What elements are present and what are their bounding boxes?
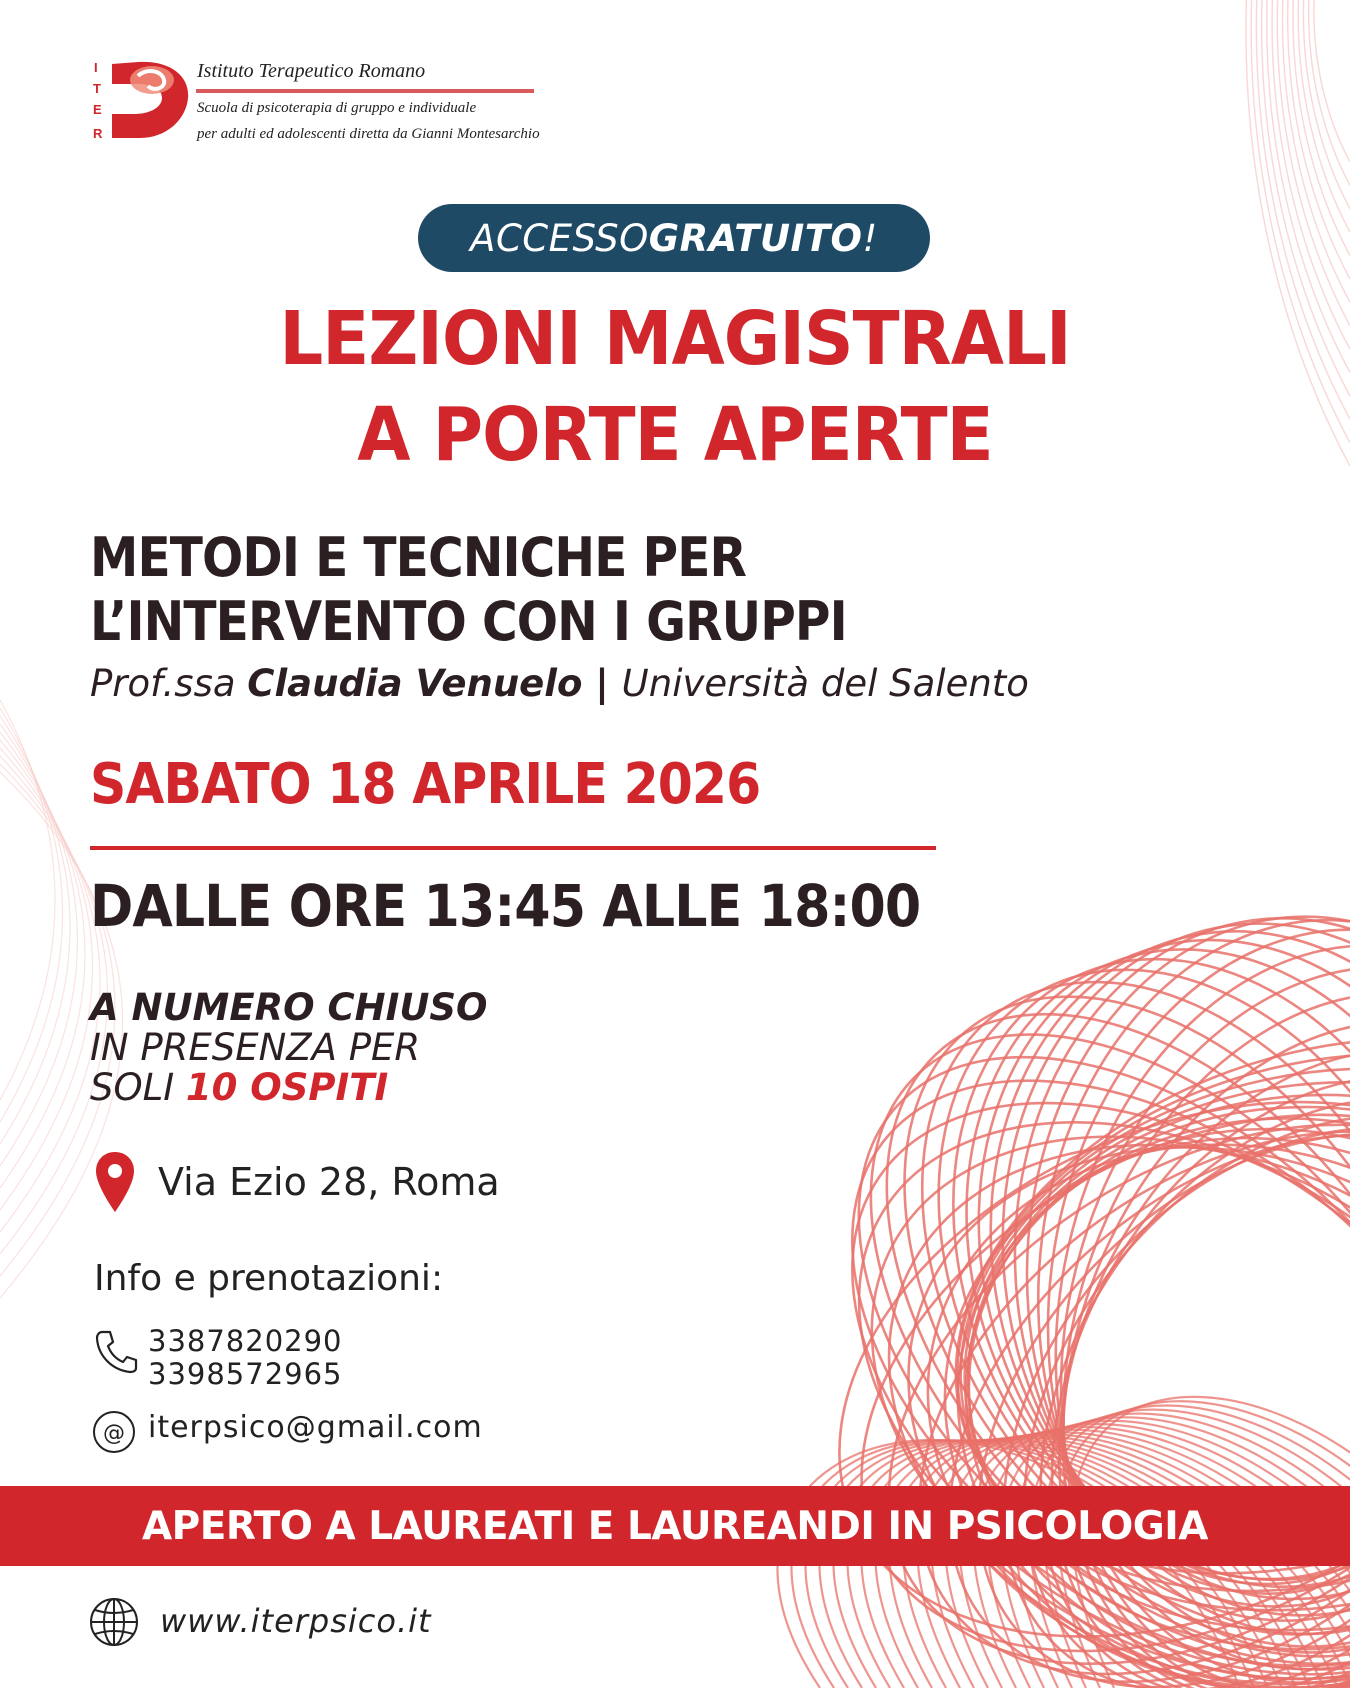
limit-line1: A NUMERO CHIUSO — [90, 986, 488, 1029]
info-title: Info e prenotazioni: — [94, 1258, 444, 1299]
lecture-title-line1: METODI E TECNICHE PER — [90, 526, 747, 589]
audience-banner: APERTO A LAUREATI E LAUREANDI IN PSICOLOGIA — [0, 1486, 1350, 1566]
speaker-affiliation: Università del Salento — [621, 662, 1029, 705]
institute-divider — [196, 89, 534, 93]
phone-number-1[interactable]: 3387820290 — [148, 1324, 343, 1358]
speaker-separator: | — [582, 662, 622, 705]
globe-icon — [88, 1596, 140, 1648]
badge-text-part3: ! — [862, 216, 878, 260]
svg-text:@: @ — [103, 1421, 125, 1446]
iter-logo-icon — [90, 58, 200, 146]
phone-number-2[interactable]: 3398572965 — [148, 1357, 343, 1391]
badge-text-part1: ACCESSO — [470, 216, 649, 260]
svg-text:I: I — [94, 60, 98, 75]
at-icon — [92, 1410, 136, 1454]
event-hours: DALLE ORE 13:45 ALLE 18:00 — [90, 872, 921, 940]
date-divider — [90, 846, 936, 850]
institute-subtitle-line2: per adulti ed adolescenti diretta da Gianni Montesarchio — [197, 126, 540, 142]
institute-subtitle-line1: Scuola di psicoterapia di gruppo e individuale — [197, 100, 477, 116]
main-title-line2: A PORTE APERTE — [357, 392, 993, 478]
address-text: Via Ezio 28, Roma — [158, 1160, 500, 1204]
limit-line3-prefix: SOLI — [90, 1066, 186, 1109]
main-title-line1: LEZIONI MAGISTRALI — [279, 296, 1071, 382]
limit-line3-highlight: 10 OSPITI — [185, 1066, 389, 1109]
free-access-badge — [418, 204, 930, 272]
badge-text-part2: GRATUITO — [648, 216, 863, 260]
limit-line3 — [90, 1068, 487, 1108]
speaker-name: Claudia Venuelo — [247, 662, 583, 705]
email-address[interactable]: iterpsico@gmail.com — [148, 1410, 483, 1445]
speaker-line — [90, 662, 1029, 705]
limit-line2: IN PRESENZA PER — [90, 1026, 421, 1069]
svg-text:E: E — [93, 102, 102, 117]
phone-icon — [94, 1328, 138, 1374]
speaker-prefix: Prof.ssa — [90, 662, 248, 705]
svg-text:T: T — [93, 81, 101, 96]
lecture-title-line2: L’INTERVENTO CON I GRUPPI — [90, 590, 847, 653]
website-link[interactable]: www.iterpsico.it — [160, 1602, 432, 1640]
svg-text:R: R — [93, 126, 103, 141]
attendance-limit — [90, 988, 487, 1108]
event-date: SABATO 18 APRILE 2026 — [90, 752, 761, 817]
map-pin-icon — [94, 1150, 136, 1214]
institute-name: Istituto Terapeutico Romano — [197, 60, 426, 82]
